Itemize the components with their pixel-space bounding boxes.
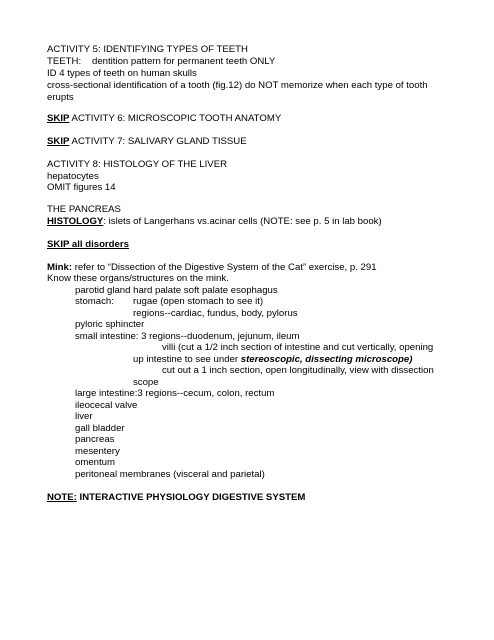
microscope-emphasis: stereoscopic, dissecting microscope) bbox=[240, 354, 413, 365]
activity8-title: ACTIVITY 8: HISTOLOGY OF THE LIVER bbox=[47, 159, 228, 170]
list-item: gall bladder bbox=[75, 423, 125, 434]
id-line: ID 4 types of teeth on human skulls bbox=[47, 68, 197, 79]
large-intestine-line: large intestine:3 regions--cecum, colon, rectum bbox=[75, 388, 275, 399]
teeth-label: TEETH: bbox=[47, 56, 82, 67]
list-item: mesentery bbox=[75, 446, 120, 457]
mink-intro-line bbox=[47, 262, 377, 273]
small-intestine-line: small intestine: 3 regions--duodenum, jejunum, ileum bbox=[75, 331, 300, 342]
activity6-line bbox=[47, 113, 281, 124]
skip-tag: SKIP bbox=[47, 113, 70, 124]
list-item: liver bbox=[75, 411, 93, 422]
mink-label: Mink: bbox=[47, 262, 73, 273]
stomach-line bbox=[75, 296, 263, 307]
list-item: pancreas bbox=[75, 434, 115, 445]
cut-line-2: scope bbox=[133, 377, 159, 388]
skip-tag: SKIP bbox=[47, 136, 70, 147]
pancreas-title: THE PANCREAS bbox=[47, 204, 121, 215]
parotid-line: parotid gland hard palate soft palate esophagus bbox=[75, 285, 278, 296]
skip-disorders: SKIP all disorders bbox=[47, 239, 129, 250]
teeth-text: dentition pattern for permanent teeth ONLY bbox=[92, 56, 276, 67]
note-line bbox=[47, 492, 305, 503]
activity7-line bbox=[47, 136, 247, 147]
cross-section-line-1: cross-sectional identification of a tooth (fig.12) do NOT memorize when each type of tooth bbox=[47, 80, 428, 91]
activity8-line1: hepatocytes bbox=[47, 171, 99, 182]
histology-line bbox=[47, 216, 382, 227]
teeth-line bbox=[47, 56, 275, 67]
activity5-title: ACTIVITY 5: IDENTIFYING TYPES OF TEETH bbox=[47, 44, 248, 55]
histology-text: : islets of Langerhans vs.acinar cells (NOTE: see p. 5 in lab book) bbox=[103, 216, 382, 227]
note-text: INTERACTIVE PHYSIOLOGY DIGESTIVE SYSTEM bbox=[76, 492, 306, 503]
mink-know: Know these organs/structures on the mink. bbox=[47, 273, 229, 284]
pyloric-line: pyloric sphincter bbox=[75, 319, 145, 330]
stomach-text: rugae (open stomach to see it) bbox=[133, 296, 264, 307]
note-label: NOTE: bbox=[47, 492, 77, 503]
activity6-text: ACTIVITY 6: MICROSCOPIC TOOTH ANATOMY bbox=[69, 113, 282, 124]
list-item: ileocecal valve bbox=[75, 400, 138, 411]
list-item: peritoneal membranes (visceral and parietal) bbox=[75, 469, 265, 480]
mink-intro: refer to “Dissection of the Digestive System of the Cat” exercise, p. 291 bbox=[72, 262, 377, 273]
activity8-line2: OMIT figures 14 bbox=[47, 182, 116, 193]
villi-text: up intestine to see under bbox=[133, 354, 241, 365]
histology-label: HISTOLOGY bbox=[47, 216, 104, 227]
cross-section-line-2: erupts bbox=[47, 92, 74, 103]
stomach-regions: regions--cardiac, fundus, body, pylorus bbox=[133, 308, 298, 319]
villi-line-1: villi (cut a 1/2 inch section of intestine and cut vertically, opening bbox=[162, 342, 434, 353]
list-item: omentum bbox=[75, 457, 115, 468]
stomach-label: stomach: bbox=[75, 296, 114, 307]
villi-line-2 bbox=[133, 354, 412, 365]
cut-line-1: cut out a 1 inch section, open longitudinally, view with dissection bbox=[162, 365, 434, 376]
activity7-text: ACTIVITY 7: SALIVARY GLAND TISSUE bbox=[69, 136, 247, 147]
